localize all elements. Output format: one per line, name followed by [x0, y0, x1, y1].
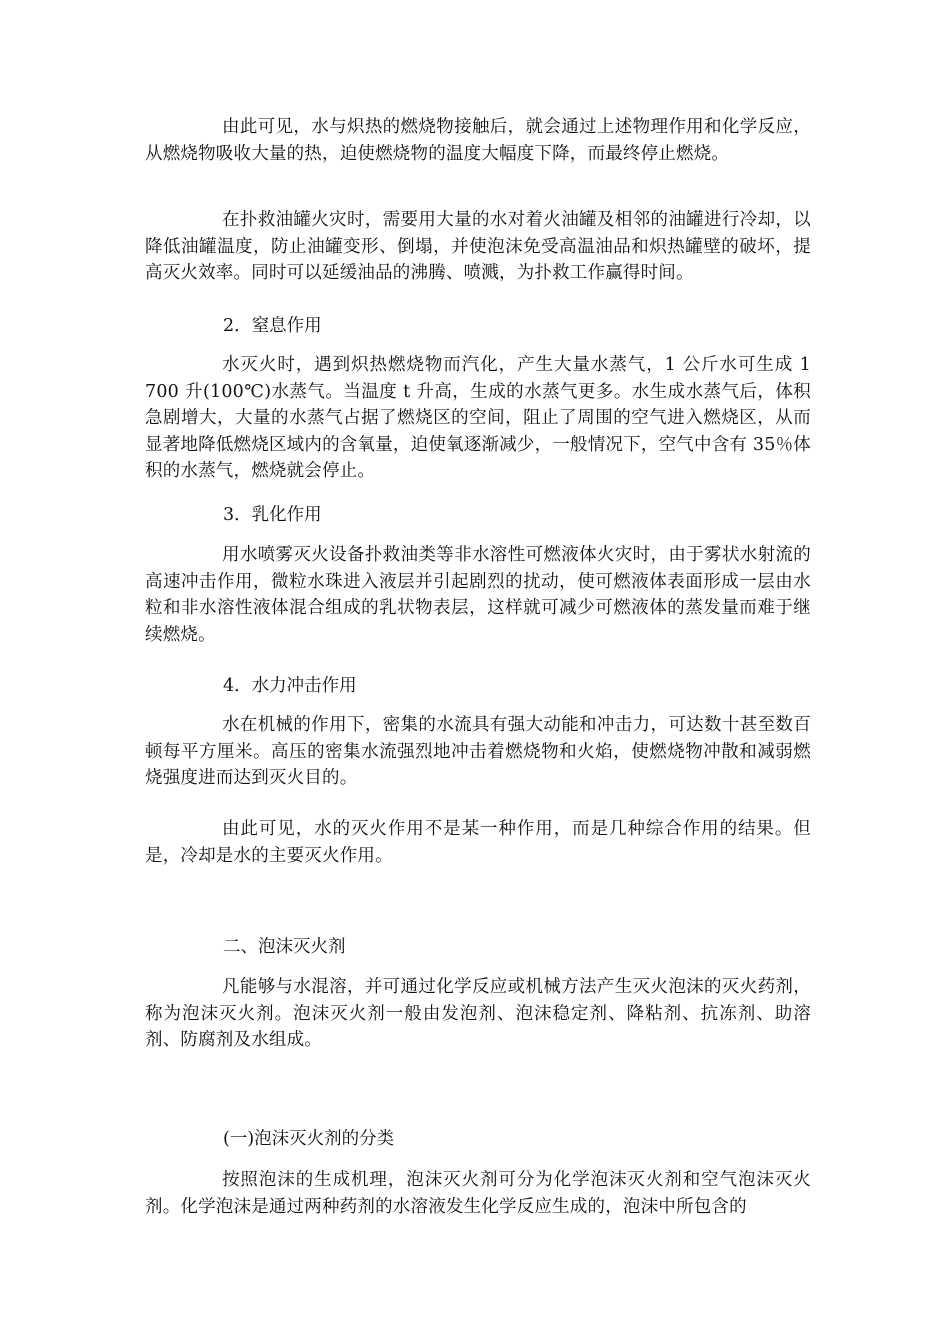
- paragraph: 在扑救油罐火灾时，需要用大量的水对着火油罐及相邻的油罐进行冷却，以降低油罐温度，防止油罐变形、倒塌，并使泡沫免受高温油品和炽热罐壁的破坏，提高灭火效率。同时可以延缓油品的沸腾、喷溅，为扑救工作赢得时间。: [145, 210, 811, 283]
- subsection-heading: (一)泡沫灭火剂的分类: [223, 1129, 395, 1149]
- section-heading: 4．水力冲击作用: [223, 676, 357, 696]
- paragraph: 由此可见，水的灭火作用不是某一种作用，而是几种综合作用的结果。但是，冷却是水的主要灭火作用。: [145, 819, 811, 866]
- paragraph: 按照泡沫的生成机理，泡沫灭火剂可分为化学泡沫灭火剂和空气泡沫灭火剂。化学泡沫是通过两种药剂的水溶液发生化学反应生成的，泡沫中所包含的: [145, 1170, 811, 1217]
- paragraph: 水灭火时，遇到炽热燃烧物而汽化，产生大量水蒸气，1 公斤水可生成 1 700 升(100℃)水蒸气。当温度 t 升高，生成的水蒸气更多。水生成水蒸气后，体积急剧增大，大量的水蒸气占据了燃烧区的空间，阻止了周围的空气进入燃烧区，从而显著地降低燃烧区域内的含氧量，迫使氧逐渐减少，一般情况下，空气中含有 35％体积的水蒸气，燃烧就会停止。: [145, 355, 811, 481]
- paragraph: 凡能够与水混溶，并可通过化学反应或机械方法产生灭火泡沫的灭火药剂，称为泡沫灭火剂。泡沫灭火剂一般由发泡剂、泡沫稳定剂、降粘剂、抗冻剂、助溶剂、防腐剂及水组成。: [145, 977, 811, 1050]
- paragraph: 由此可见，水与炽热的燃烧物接触后，就会通过上述物理作用和化学反应，从燃烧物吸收大量的热，迫使燃烧物的温度大幅度下降，而最终停止燃烧。: [145, 117, 811, 164]
- section-heading: 二、泡沫灭火剂: [223, 937, 346, 957]
- paragraph: 用水喷雾灭火设备扑救油类等非水溶性可燃液体火灾时，由于雾状水射流的高速冲击作用，微粒水珠进入液层并引起剧烈的扰动，使可燃液体表面形成一层由水粒和非水溶性液体混合组成的乳状物表层，这样就可减少可燃液体的蒸发量而难于继续燃烧。: [145, 545, 811, 645]
- section-heading: 2．窒息作用: [223, 316, 322, 336]
- section-heading: 3．乳化作用: [223, 505, 322, 525]
- paragraph: 水在机械的作用下，密集的水流具有强大动能和冲击力，可达数十甚至数百顿每平方厘米。高压的密集水流强烈地冲击着燃烧物和火焰，使燃烧物冲散和减弱燃烧强度进而达到灭火目的。: [145, 715, 811, 788]
